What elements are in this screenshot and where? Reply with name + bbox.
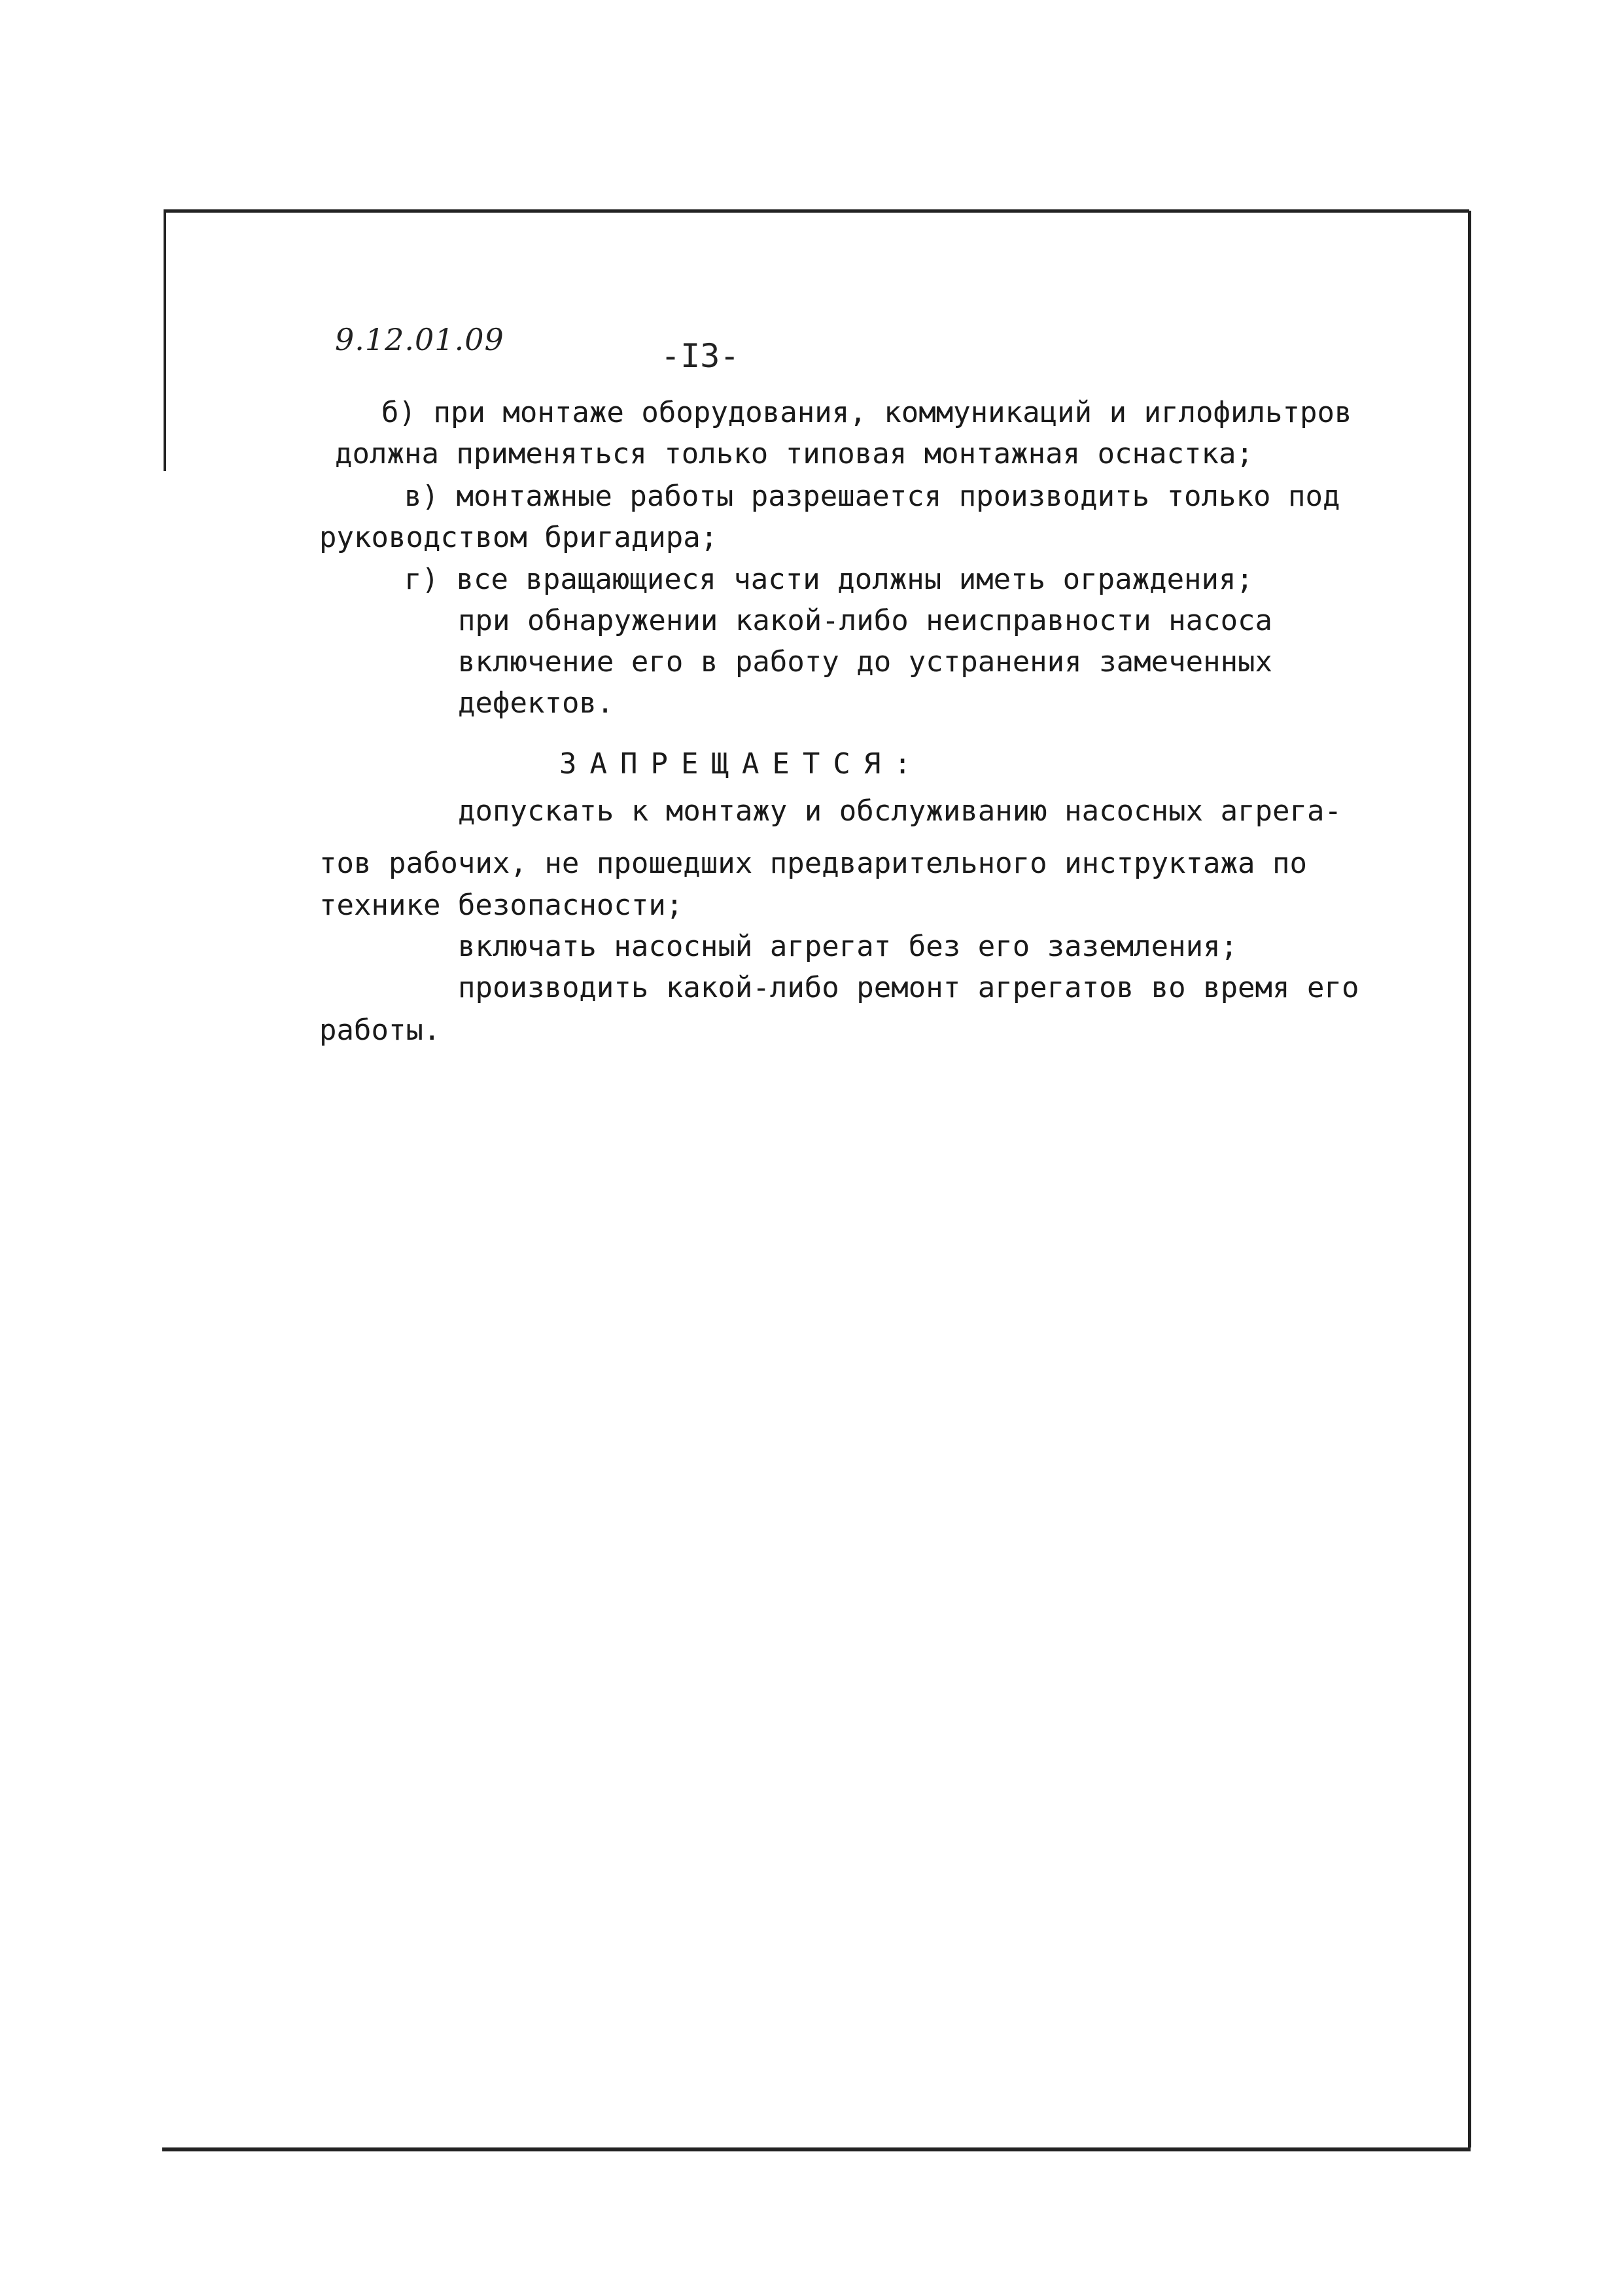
text-line: г) все вращающиеся части должны иметь ограждения; [404, 563, 1254, 596]
document-code: 9.12.01.09 [335, 322, 504, 357]
text-line: включение его в работу до устранения замеченных [458, 645, 1273, 679]
text-line: производить какой-либо ремонт агрегатов во время его [458, 971, 1359, 1004]
text-line: б) при монтаже оборудования, коммуникаций и иглофильтров [381, 396, 1352, 429]
frame-left-border [164, 209, 166, 471]
text-line: тов рабочих, не прошедших предварительного инструктажа по [319, 847, 1307, 880]
page-number: -I3- [661, 337, 740, 375]
text-line: технике безопасности; [319, 889, 684, 922]
text-line: допускать к монтажу и обслуживанию насосных агрега- [458, 794, 1342, 828]
section-heading: ЗАПРЕЩАЕТСЯ: [559, 747, 924, 781]
frame-bottom-border [162, 2147, 1471, 2151]
text-line: в) монтажные работы разрешается производить только под [404, 480, 1340, 513]
text-line: должна применяться только типовая монтажная оснастка; [335, 437, 1253, 470]
frame-right-border [1468, 211, 1471, 2147]
text-line: руководством бригадира; [319, 521, 718, 554]
text-line: при обнаружении какой-либо неисправности насоса [458, 604, 1273, 637]
frame-top-border [164, 209, 1469, 213]
text-line: работы. [319, 1014, 441, 1047]
text-line: дефектов. [458, 686, 614, 720]
text-line: включать насосный агрегат без его заземления; [458, 930, 1238, 963]
